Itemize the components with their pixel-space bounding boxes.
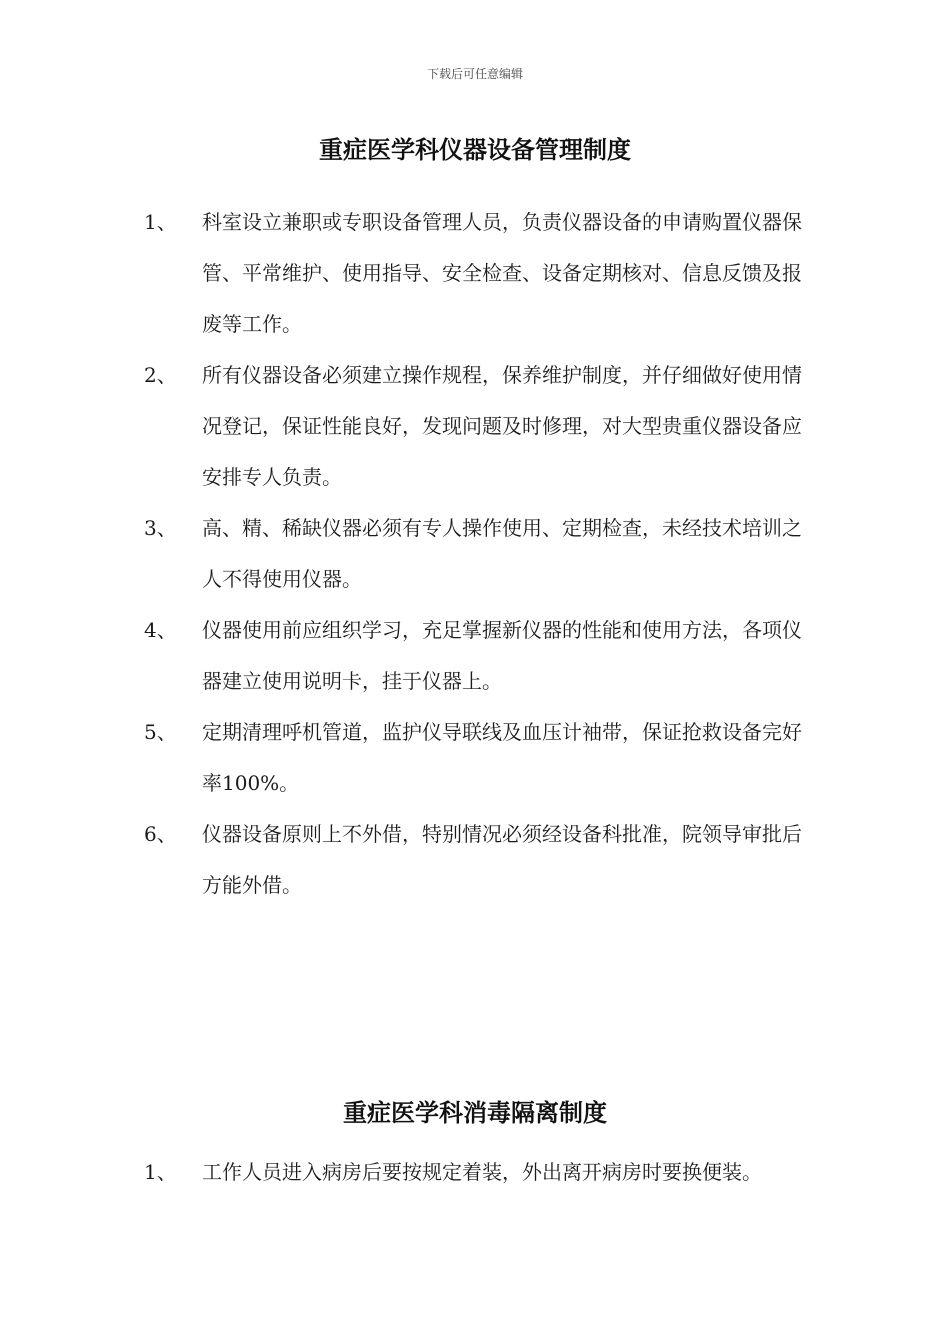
- clause-number: 1、: [144, 210, 177, 234]
- section-title-equipment-management: 重症医学科仪器设备管理制度: [319, 135, 631, 164]
- clause-number: 4、: [144, 618, 177, 642]
- clause-number: 6、: [144, 822, 177, 846]
- section-title-disinfection-isolation: 重症医学科消毒隔离制度: [343, 1098, 607, 1127]
- clause-item: [144, 809, 834, 911]
- clause-item: [144, 197, 834, 350]
- clause-text: 工作人员进入病房后要按规定着装，外出离开病房时要换便装。: [202, 1160, 762, 1184]
- clause-number: 5、: [144, 720, 177, 744]
- clause-text: 定期清理呼机管道，监护仪导联线及血压计袖带，保证抢救设备完好率100%。: [202, 720, 802, 795]
- clause-number: 2、: [144, 363, 177, 387]
- clause-text: 仪器设备原则上不外借，特别情况必须经设备科批准，院领导审批后方能外借。: [202, 822, 802, 897]
- equipment-management-clause-list: [144, 197, 834, 911]
- clause-item: [144, 707, 834, 809]
- page-header: 下载后可任意编辑: [426, 67, 523, 81]
- disinfection-isolation-clause-list: [144, 1147, 834, 1198]
- clause-item: [144, 605, 834, 707]
- clause-text: 科室设立兼职或专职设备管理人员，负责仪器设备的申请购置仪器保管、平常维护、使用指导、安全检查、设备定期核对、信息反馈及报废等工作。: [202, 210, 802, 336]
- clause-number: 3、: [144, 516, 177, 540]
- clause-text: 高、精、稀缺仪器必须有专人操作使用、定期检查，未经技术培训之人不得使用仪器。: [202, 516, 802, 591]
- clause-item: [144, 350, 834, 503]
- clause-text: 仪器使用前应组织学习，充足掌握新仪器的性能和使用方法，各项仪器建立使用说明卡，挂于仪器上。: [202, 618, 802, 693]
- clause-text: 所有仪器设备必须建立操作规程，保养维护制度，并仔细做好使用情况登记，保证性能良好，发现问题及时修理，对大型贵重仪器设备应安排专人负责。: [202, 363, 802, 489]
- clause-number: 1、: [144, 1160, 177, 1184]
- clause-item: [144, 503, 834, 605]
- clause-item: [144, 1147, 834, 1198]
